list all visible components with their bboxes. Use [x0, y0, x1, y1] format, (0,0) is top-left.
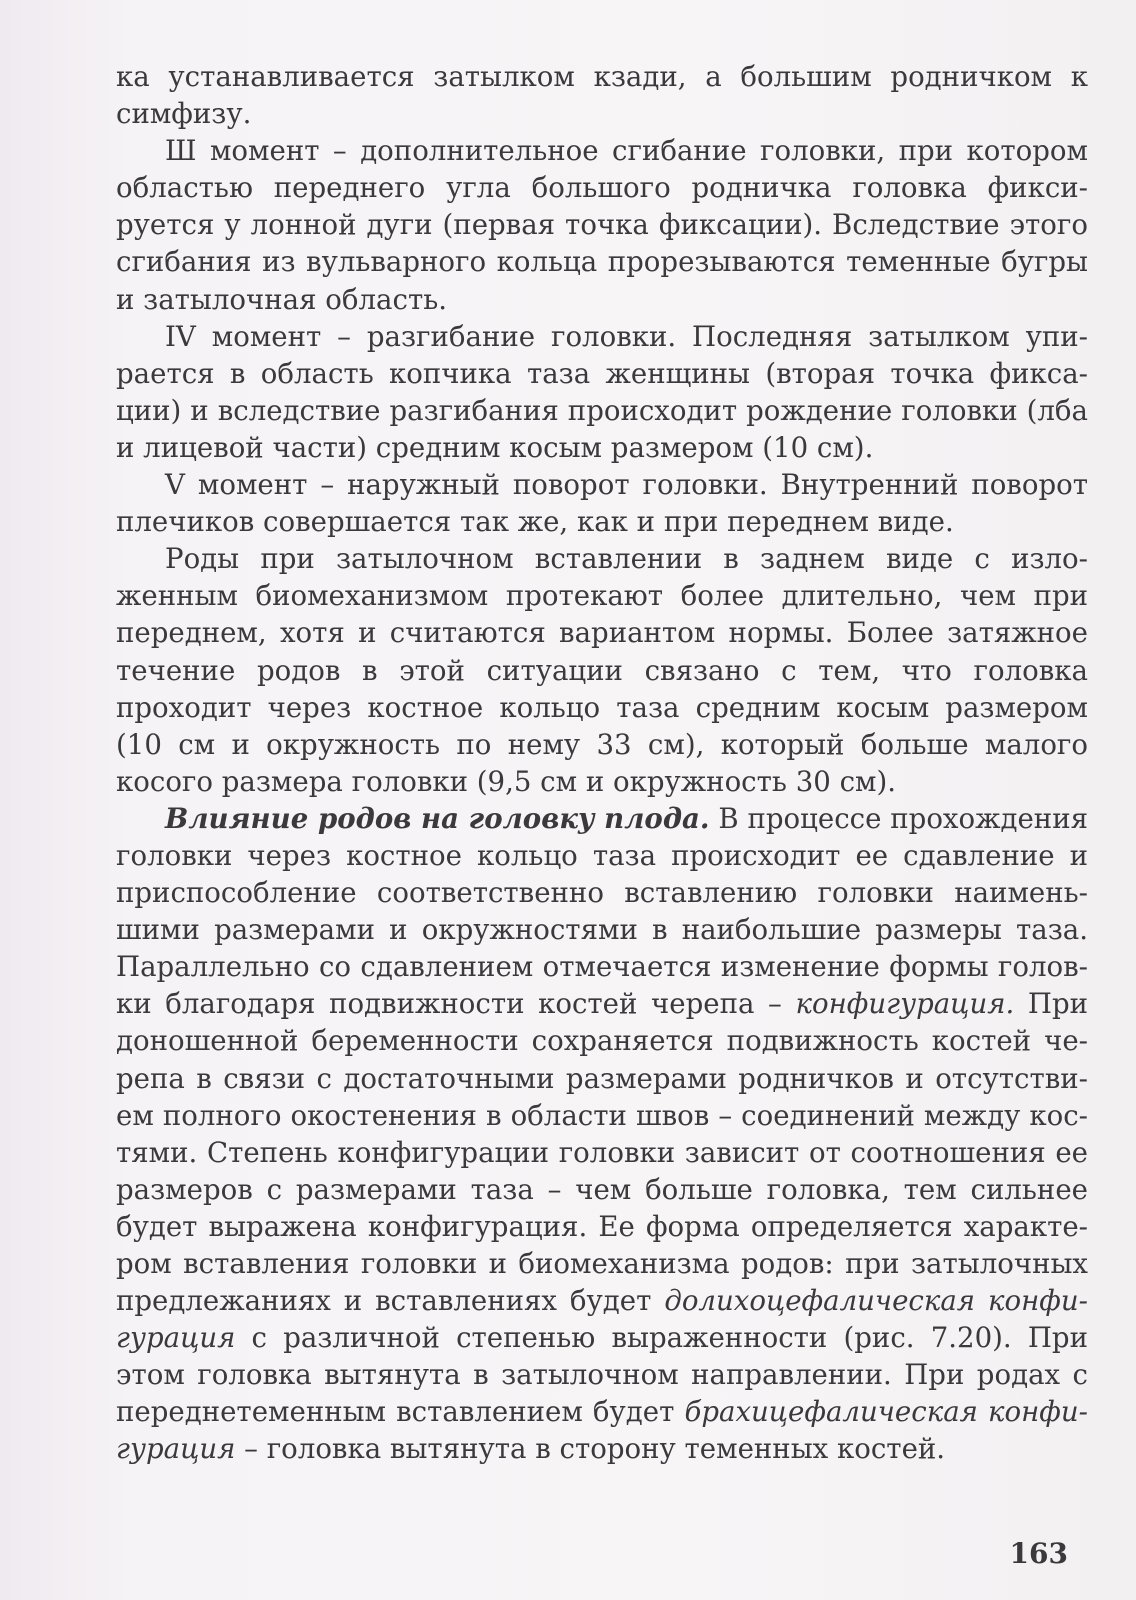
- paragraph-moment-4: IV момент – разгибание головки. Последняя затылком упирается в область копчика таза женщины (вторая точка фиксации) и вследствие разгибания происходит рождение головки (лба и лицевой части) средним косым размером (10 см).: [116, 319, 1088, 464]
- text-segment: с различной степенью выраженности (рис. 7.20). При этом головка вытянута в затылочном направлении. При родах с переднетеменным вставлением будет: [116, 1321, 1088, 1429]
- paragraph-continuation: ка устанавливается затылком кзади, а большим родничком к симфизу.: [116, 60, 1088, 131]
- paragraph-posterior-view: Роды при затылочном вставлении в заднем виде с изложенным биомеханизмом протекают более длительно, чем при переднем, хотя и считаются вариантом нормы. Более затяжное течение родов в этой ситуации связано с тем, что головка проходит через костное кольцо таза средним косым размером (10 см и окружность по нему 33 см), который больше малого косого размера головки (9,5 см и окружность 30 см).: [116, 542, 1088, 798]
- paragraph-moment-5: V момент – наружный поворот головки. Внутренний поворот плечиков совершается так же, как и при переднем виде.: [116, 468, 1088, 539]
- text-segment: В процессе прохождения головки через костное кольцо таза происходит ее сдавление и приспособление соответственно вставлению головки наименьшими размерами и окружностями в наибольшие размеры таза. Параллельно со сдавлением отмечается изменение формы головки благодаря подвижности костей черепа –: [116, 801, 1088, 1021]
- paragraph-moment-3: Ш момент – дополнительное сгибание головки, при котором областью переднего угла большого родничка головка фиксируется у лонной дуги (первая точка фиксации). Вследствие этого сгибания из вульварного кольца прорезываются теменные бугры и затылочная область.: [116, 134, 1088, 316]
- text-segment: При доношенной беременности сохраняется подвижность костей черепа в связи с достаточными размерами родничков и отсутствием полного окостенения в области швов – соединений между костями. Степень конфигурации головки зависит от соотношения ее размеров с размерами таза – чем больше головка, тем сильнее будет выражена конфигурация. Ее форма определяется характером вставления головки и биомеханизма родов: при затылочных предлежаниях и вставлениях будет: [116, 987, 1089, 1318]
- term-configuration: конфигурация.: [795, 987, 1015, 1021]
- term-brachycephalic: брахицефалическая конфигурация: [116, 1395, 1088, 1466]
- section-heading: Влияние родов на головку плода.: [165, 801, 710, 835]
- body-text: [116, 58, 1088, 1468]
- text-segment: – головка вытянута в сторону теменных костей.: [235, 1432, 946, 1466]
- paragraph-labor-influence: [116, 800, 1088, 1468]
- page-number: 163: [1009, 1537, 1068, 1570]
- term-dolichocephalic: долихоцефалическая конфигурация: [116, 1284, 1088, 1355]
